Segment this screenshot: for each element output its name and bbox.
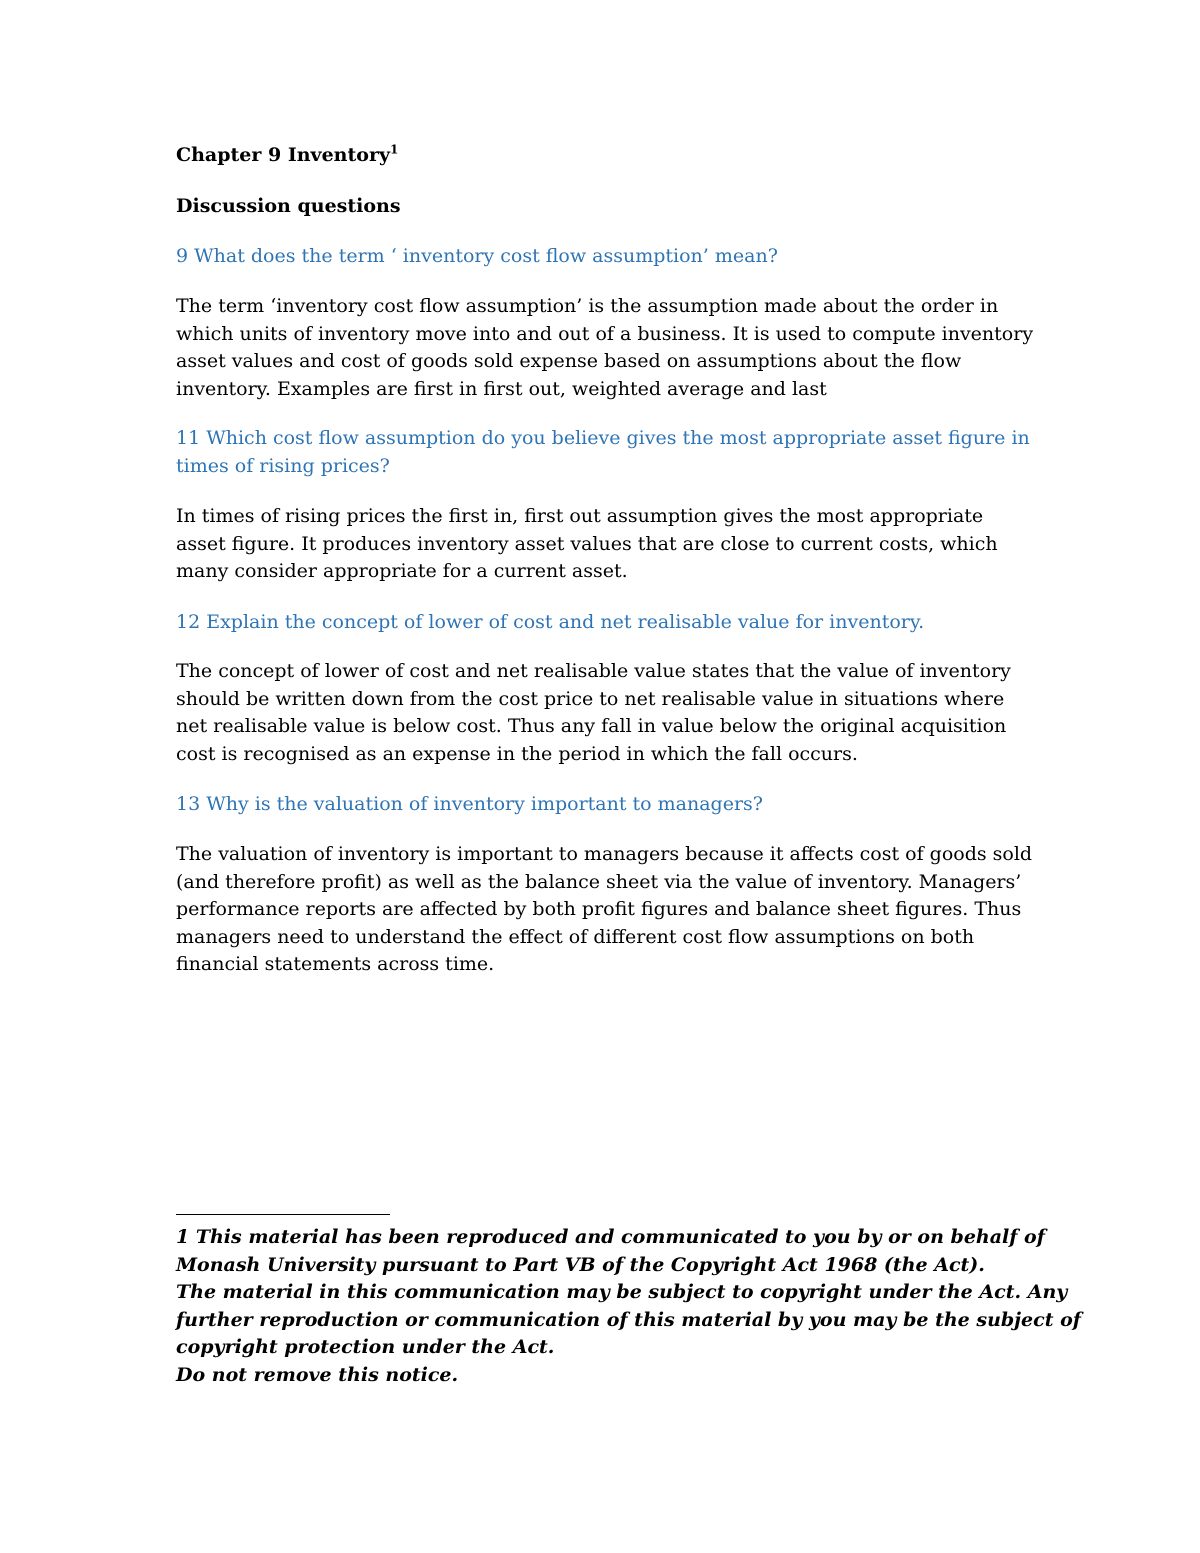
section-title: Discussion questions [176,195,401,217]
answer-12: The concept of lower of cost and net realisable value states that the value of inventory should be written down from the cost price to net realisable value in situations where net realisable value is below cost. Thus any fall in value below the original acquisition cost is recognised as an expense in the period in which the fall occurs. [176,660,1011,765]
footnote-line: copyright protection under the Act. [176,1336,555,1358]
question-12: 12 Explain the concept of lower of cost and net realisable value for inventory. [176,611,925,633]
footnote-line: 1 This material has been reproduced and communicated to you by or on behalf of [176,1226,1045,1248]
footnote-line: Monash University pursuant to Part VB of the Copyright Act 1968 (the Act). [176,1253,985,1276]
footnote-separator [176,1214,390,1215]
chapter-title [176,141,398,169]
chapter-title-text: Chapter 9 Inventory [176,144,391,166]
document-page [176,0,1081,1553]
answer-13: The valuation of inventory is important to managers because it affects cost of goods sold (and therefore profit) as well as the balance sheet via the value of inventory. Managers’ performance reports are affected by both profit figures and balance sheet figures. Thus managers need to understand the effect of different cost flow assumptions on both financial statements across time. [176,843,1033,975]
answer-11: In times of rising prices the first in, first out assumption gives the most appropriate asset figure. It produces inventory asset values that are close to current costs, which many consider appropriate for a current asset. [176,505,998,582]
footnote-reference: 1 [390,142,399,157]
answer-9: The term ‘inventory cost flow assumption’ is the assumption made about the order in which units of inventory move into and out of a business. It is used to compute inventory asset values and cost of goods sold expense based on assumptions about the flow inventory. Examples are first in first out, weighted average and last [176,295,1034,400]
question-11: 11 Which cost flow assumption do you believe gives the most appropriate asset figure in times of rising prices? [176,427,1030,477]
footnote [176,1224,1081,1389]
question-13: 13 Why is the valuation of inventory important to managers? [176,793,763,815]
question-9: 9 What does the term ‘ inventory cost flow assumption’ mean? [176,245,778,267]
footnote-line: further reproduction or communication of this material by you may be the subject of [176,1308,1081,1331]
footnote-line: The material in this communication may be subject to copyright under the Act. Any [176,1281,1068,1303]
footnote-line: Do not remove this notice. [176,1363,459,1386]
